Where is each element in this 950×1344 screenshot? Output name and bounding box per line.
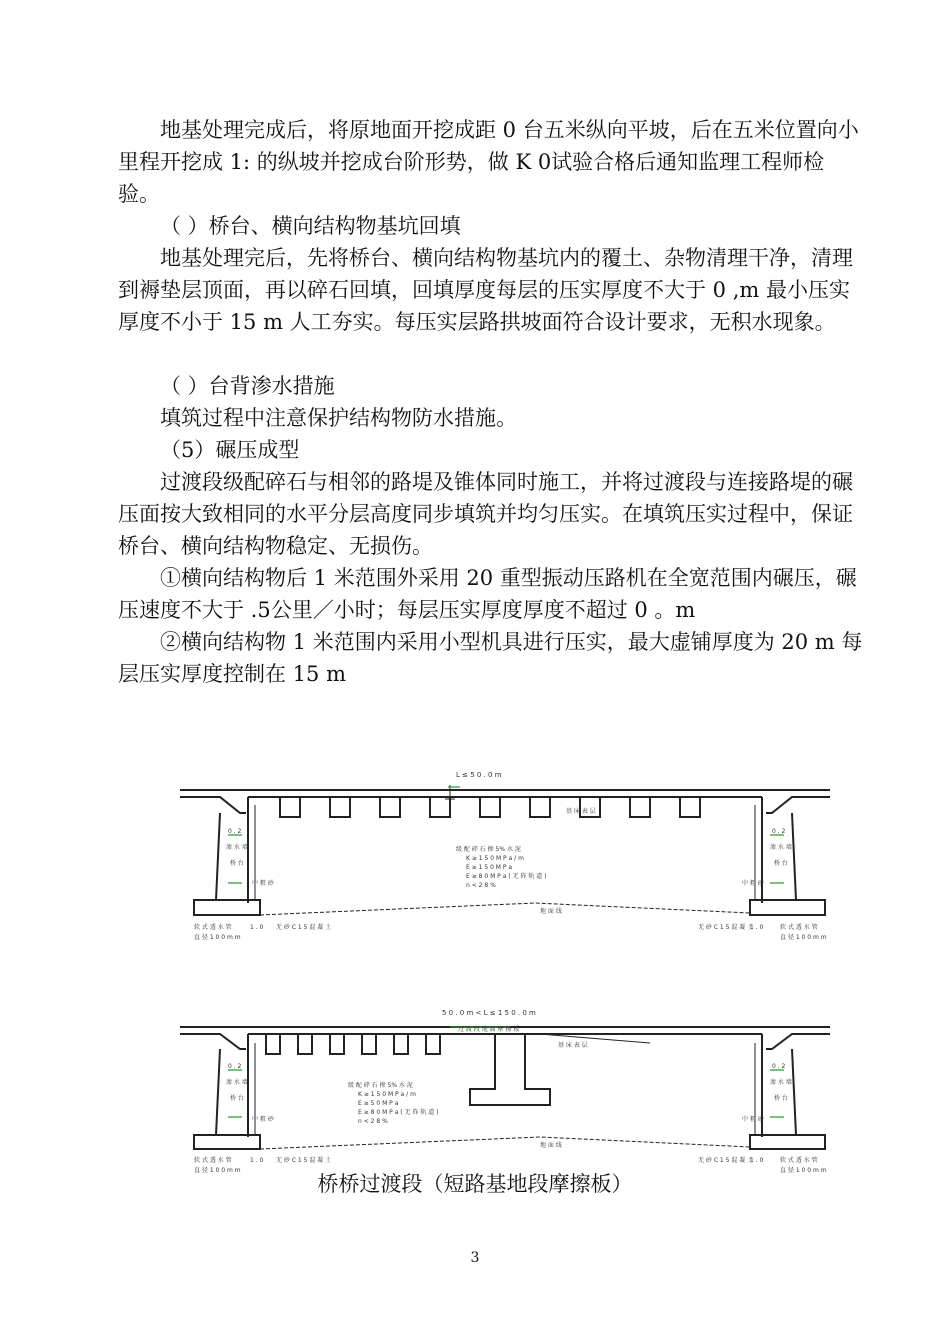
- center-note-2: K ≥ 1 5 0 M P a / m: [466, 855, 524, 862]
- center-note-3: E ≥ 5 0 M P a: [358, 1100, 399, 1107]
- center-note-5: n < 2 8 %: [466, 882, 496, 889]
- right-label-8: 无 砂 C 1 5 混 凝 土: [698, 924, 754, 931]
- left-label-5: 软 式 透 水 管: [194, 924, 232, 931]
- left-label-6: 直 径 1 0 0 m m: [194, 934, 241, 941]
- center-note-3: E ≥ 1 5 0 M P a: [466, 864, 513, 871]
- center-note-4: E ≥ 8 0 M P a ( 无 砟 轨 道 ): [466, 873, 547, 880]
- paragraph-excavation: 地基处理完成后，将原地面开挖成距 0 台五米纵向平坡，后在五米位置向小里程开挖成 1: 的纵坡并挖成台阶形势，做 K 0试验合格后通知监理工程师检验。: [118, 118, 859, 206]
- left-label-4: 中 粗 砂: [252, 1116, 274, 1123]
- right-label-4: 中 粗 砂: [742, 1116, 764, 1123]
- center-note-2: K ≥ 1 5 0 M P a / m: [358, 1091, 416, 1098]
- left-label-2: 渗 水 墙: [226, 844, 248, 851]
- top-note: 过 渡 段 地 面 摩 擦 板: [458, 1026, 520, 1033]
- right-label-6: 直 径 1 0 0 m m: [780, 934, 827, 941]
- right-label-2: 渗 水 墙: [770, 1079, 792, 1086]
- right-label-4: 中 粗 砂: [742, 880, 764, 887]
- left-label-8: 无 砂 C 1 5 混 凝 土: [276, 1157, 332, 1164]
- left-label-7: 1 . 0: [250, 1157, 264, 1164]
- center-note-1: 级 配 碎 石 掺 5% 水 泥: [456, 846, 521, 853]
- figure-long-span: [180, 1005, 830, 1175]
- left-label-3: 桥 台: [230, 1095, 244, 1102]
- right-note: 基 床 表 层: [566, 808, 596, 815]
- left-label-1: 0 . 2: [228, 1063, 242, 1070]
- figure-caption: 桥桥过渡段（短路基地段摩擦板）: [317, 1172, 633, 1196]
- right-label-5: 软 式 透 水 管: [780, 1157, 818, 1164]
- paragraph-backfill: 地基处理完后，先将桥台、横向结构物基坑内的覆土、杂物清理干净，清理到褥垫层顶面，再以碎石回填，回填厚度每层的压实厚度不大于 0 ,m 最小压实厚度不小于 15 m 人工夯实。每压实层路拱坡面符合设计要求，无积水现象。: [118, 246, 853, 334]
- right-label-5: 软 式 透 水 管: [780, 924, 818, 931]
- figure-short-span: [180, 765, 830, 945]
- right-label-8: 无 砂 C 1 5 混 凝 土: [698, 1157, 754, 1164]
- right-label-2: 渗 水 墙: [770, 844, 792, 851]
- right-label-1: 0 . 2: [772, 828, 786, 835]
- left-label-4: 中 粗 砂: [252, 880, 274, 887]
- span-label: 5 0 . 0 m < L ≤ 1 5 0 . 0 m: [442, 1009, 536, 1017]
- center-note-1: 级 配 碎 石 掺 5% 水 泥: [348, 1082, 413, 1089]
- span-label: L ≤ 5 0 . 0 m: [456, 771, 502, 779]
- left-label-6: 直 径 1 0 0 m m: [194, 1167, 241, 1174]
- left-label-8: 无 砂 C 1 5 混 凝 土: [276, 924, 332, 931]
- right-label-7: 1 . 0: [750, 924, 764, 931]
- heading-compaction: （5）碾压成型: [160, 438, 300, 462]
- right-note: 基 床 表 层: [558, 1042, 588, 1049]
- right-label-3: 桥 台: [774, 1095, 788, 1102]
- heading-backfill: （ ）桥台、横向结构物基坑回填: [160, 214, 461, 238]
- center-note-5: n < 2 8 %: [358, 1118, 388, 1125]
- left-label-2: 渗 水 墙: [226, 1079, 248, 1086]
- heading-drainage: （ ）台背渗水措施: [160, 374, 335, 398]
- paragraph-compaction: 过渡段级配碎石与相邻的路堤及锥体同时施工，并将过渡段与连接路堤的碾压面按大致相同的水平分层高度同步填筑并均匀压实。在填筑压实过程中，保证桥台、横向结构物稳定、无损伤。: [118, 470, 853, 558]
- paragraph-drainage: 填筑过程中注意保护结构物防水措施。: [160, 406, 517, 430]
- right-label-3: 桥 台: [774, 860, 788, 867]
- page-number: 3: [470, 1250, 480, 1266]
- center-note-4: E ≥ 8 0 M P a ( 无 砟 轨 道 ): [358, 1109, 439, 1116]
- left-label-1: 0 . 2: [228, 828, 242, 835]
- right-label-1: 0 . 2: [772, 1063, 786, 1070]
- paragraph-compaction-item-1: ①横向结构物后 1 米范围外采用 20 重型振动压路机在全宽范围内碾压，碾压速度不大于 .5公里／小时；每层压实厚度厚度不超过 0 。m: [118, 566, 857, 622]
- ground-label: 地 面 线: [540, 908, 562, 915]
- left-label-5: 软 式 透 水 管: [194, 1157, 232, 1164]
- ground-label: 地 面 线: [540, 1142, 562, 1149]
- left-label-3: 桥 台: [230, 860, 244, 867]
- right-label-6: 直 径 1 0 0 m m: [780, 1167, 827, 1174]
- paragraph-compaction-item-2: ②横向结构物 1 米范围内采用小型机具进行压实，最大虚铺厚度为 20 m 每层压实厚度控制在 15 m: [118, 630, 863, 686]
- right-label-7: 1 . 0: [750, 1157, 764, 1164]
- left-label-7: 1 . 0: [250, 924, 264, 931]
